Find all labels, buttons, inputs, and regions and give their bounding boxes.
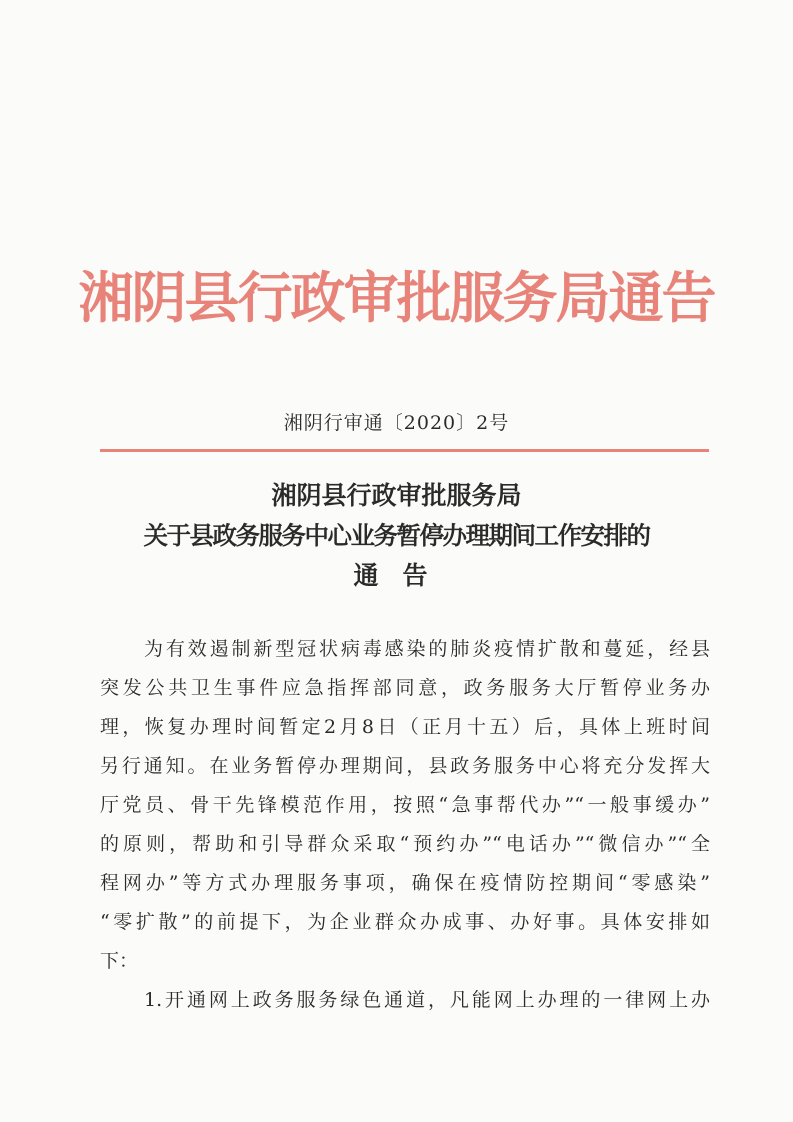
body-line: 另行通知。在业务暂停办理期间，县政务服务中心将充分发挥大	[100, 755, 710, 777]
body-line: 下：	[100, 950, 139, 972]
notice-title-line-2: 关于县政务服务中心业务暂停办理期间工作安排的	[143, 521, 650, 550]
body-line: “零扩散”的前提下，为企业群众办成事、办好事。具体安排如	[100, 911, 710, 933]
red-divider	[100, 449, 709, 452]
body-line: 1.开通网上政务服务绿色通道，凡能网上办理的一律网上办	[144, 989, 710, 1011]
body-line: 理，恢复办理时间暂定2月8日（正月十五）后，具体上班时间	[100, 716, 710, 738]
notice-title-line-1: 湘阴县行政审批服务局	[271, 481, 522, 510]
notice-title-line-3: 通告	[353, 561, 452, 590]
body-line: 厅党员、骨干先锋模范作用，按照“急事帮代办”“一般事缓办”	[100, 794, 710, 816]
body-line: 程网办”等方式办理服务事项，确保在疫情防控期间“零感染”	[100, 872, 710, 894]
masthead-title: 湘阴县行政审批服务局通告	[78, 265, 715, 330]
document-number: 湘阴行审通〔2020〕2号	[283, 412, 510, 434]
body-line: 突发公共卫生事件应急指挥部同意，政务服务大厅暂停业务办	[100, 677, 710, 699]
body-line: 的原则，帮助和引导群众采取“预约办”“电话办”“微信办”“全	[100, 833, 710, 855]
body-line: 为有效遏制新型冠状病毒感染的肺炎疫情扩散和蔓延，经县	[144, 638, 710, 660]
